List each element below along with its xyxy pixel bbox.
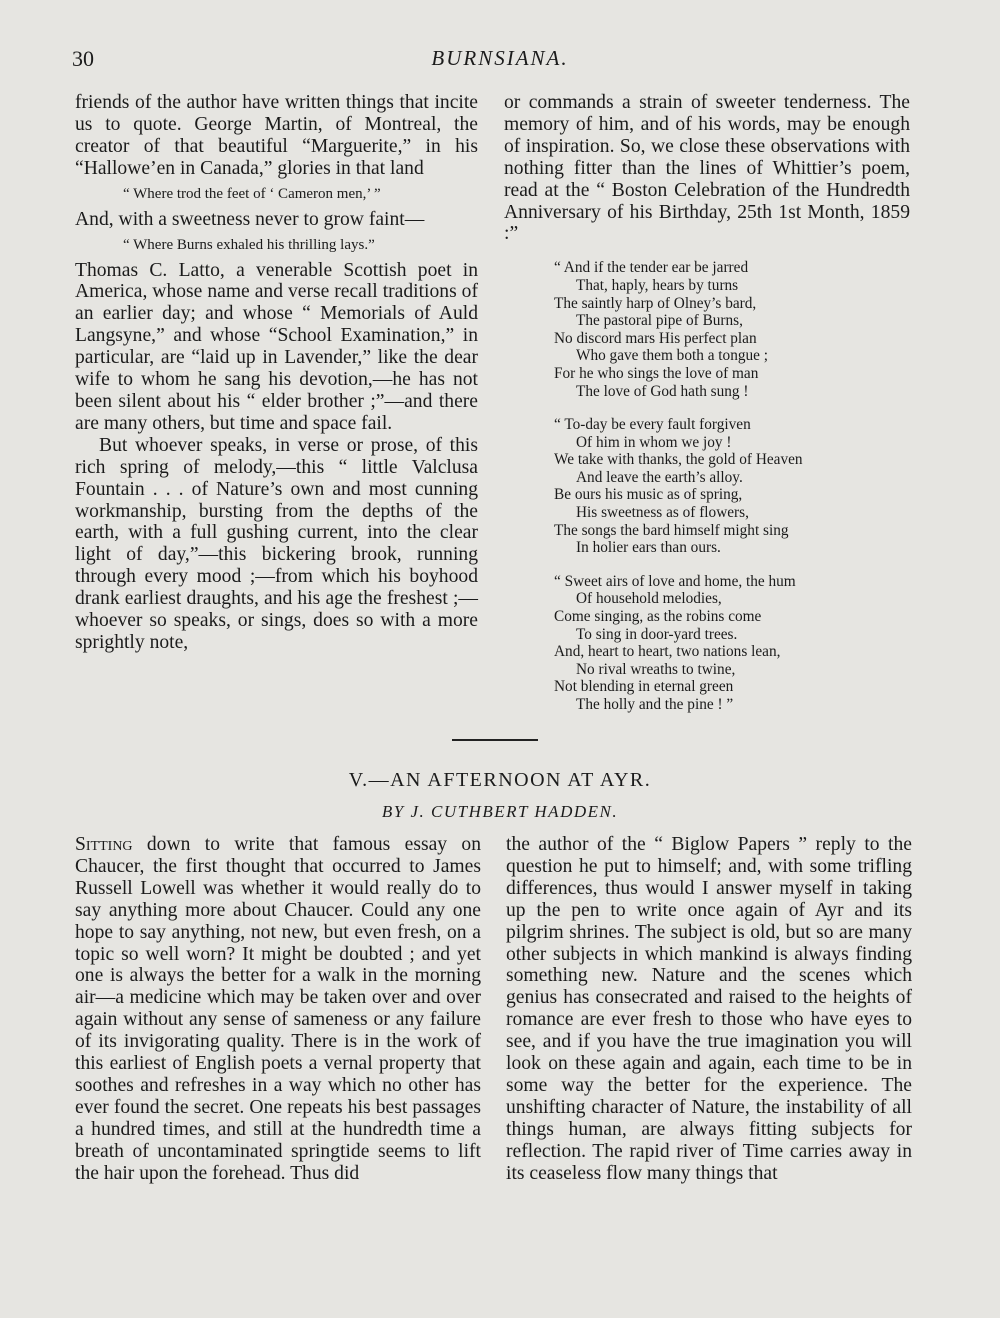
paragraph: or commands a strain of sweeter tenderness. The memory of him, and of his words, may be enough of inspiration. So, we close these observations with nothing fitter than the lines of Whittier’s poem, read at the “ Boston Celebration of the Hundredth Anniversary of his Birthday, 25th 1st Month, 1859 :”	[504, 92, 910, 245]
paragraph: But whoever speaks, in verse or prose, of this rich spring of melody,—this “ little Valclusa Fountain . . . of Nature’s own and most cunning workmanship, bursting from the depths of the earth, with a full gushing current, into the clear light of day,”—this bickering brook, running through every mood ;—from which his boyhood drank earliest draughts, and his age the freshest ;—whoever so speaks, or sings, does so with a more sprightly note,	[75, 434, 478, 653]
poem-line: Who gave them both a tongue ;	[576, 347, 769, 365]
poem-stanza	[554, 573, 910, 714]
poem-line: The holly and the pine ! ”	[576, 696, 734, 713]
lead-word: Sitting	[75, 834, 133, 855]
quotation: “ Where trod the feet of ‘ Cameron men,’ ”	[123, 185, 381, 202]
running-title: BURNSIANA.	[431, 46, 569, 70]
poem-line: The saintly harp of Olney’s bard,	[554, 294, 757, 312]
poem-line: To sing in door-yard trees.	[576, 625, 738, 643]
poem-line: Of him in whom we joy !	[576, 433, 732, 451]
poem-line: Come singing, as the robins come	[554, 608, 762, 626]
poem-line: The love of God hath sung !	[576, 382, 749, 400]
poem-line: And, heart to heart, two nations lean,	[554, 643, 781, 661]
whittier-poem	[554, 259, 910, 713]
poem-line: We take with thanks, the gold of Heaven	[554, 451, 803, 469]
poem-line: Not blending in eternal green	[554, 678, 734, 696]
paragraph-text: down to write that famous essay on Chaucer, the first thought that occurred to James Russell Lowell was whether it would really do to say anything more about Chaucer. Could any one hope to say anything, not new, but even fresh, on a topic so well worn? It might be doubted ; and yet one is always the better for a walk in the morning air—a medicine which may be taken over and over again without any sense of sameness or any failure of its invigorating quality. There is in the work of this earliest of English poets a vernal property that soothes and refreshes in a way which no other has ever found the secret. One repeats his best passages a hundred times, and still at the hundredth time a breath of uncontaminated springtide seems to lift the hair upon the forehead. Thus did	[75, 834, 481, 1184]
poem-line: And leave the earth’s alloy.	[576, 468, 743, 486]
poem-line: His sweetness as of flowers,	[576, 504, 749, 522]
poem-line: “ And if the tender ear be jarred	[554, 259, 749, 277]
right-column-bottom	[506, 834, 912, 1185]
paragraph: the author of the “ Biglow Papers ” reply to the question he put to himself; and, with some trifling differences, thus would I answer myself in taking up the pen to write once again of Ayr and its pilgrim shrines. The subject is old, but so are many other subjects in which mankind is always finding something new. Nature and the scenes which genius has consecrated and raised to the heights of romance are ever fresh to those who have eyes to see, and if you have the true imagination you will look on these again and again, each time to be in some way the better for the experience. The unshifting character of Nature, the instability of all things human, are always fitting subjects for reflection. The rapid river of Time carries away in its ceaseless flow many things that	[506, 834, 912, 1184]
poem-line: No rival wreaths to twine,	[576, 660, 736, 678]
poem-line: “ Sweet airs of love and home, the hum	[554, 572, 796, 590]
byline: BY J. CUTHBERT HADDEN.	[381, 802, 619, 821]
section-divider	[452, 739, 538, 741]
poem-stanza	[554, 416, 910, 557]
paragraph: friends of the author have written things that incite us to quote. George Martin, of Montreal, the creator of that beautiful “Marguerite,” in his “Hallowe’en in Canada,” glories in that land	[75, 92, 478, 179]
poem-line: That, haply, hears by turns	[576, 276, 739, 294]
poem-line: “ To-day be every fault forgiven	[554, 416, 751, 434]
page-number: 30	[72, 46, 94, 71]
section-title: V.—AN AFTERNOON AT AYR.	[348, 769, 652, 791]
paragraph: Thomas C. Latto, a venerable Scottish poet in America, whose name and verse recall traditions of an earlier day; and whose “ Memorials of Auld Langsyne,” and whose “School Examination,” in particular, are “laid up in Lavender,” like the dear wife to whom he sang his devotion,—he has not been silent about his “ elder brother ;”—and there are many others, but time and space fail.	[75, 259, 478, 434]
poem-line: Be ours his music as of spring,	[554, 486, 743, 504]
poem-line: The songs the bard himself might sing	[554, 521, 789, 539]
poem-stanza	[554, 259, 910, 400]
paragraph: And, with a sweetness never to grow faint—	[75, 208, 425, 230]
left-column-bottom	[75, 834, 481, 1185]
poem-line: Of household melodies,	[576, 590, 722, 608]
quotation: “ Where Burns exhaled his thrilling lays.”	[123, 236, 375, 253]
poem-line: The pastoral pipe of Burns,	[576, 312, 743, 330]
poem-line: No discord mars His perfect plan	[554, 329, 757, 347]
poem-line: In holier ears than ours.	[576, 539, 721, 557]
paragraph	[75, 834, 481, 1185]
poem-line: For he who sings the love of man	[554, 364, 759, 382]
right-column-top	[504, 92, 910, 730]
left-column-top	[75, 92, 478, 654]
